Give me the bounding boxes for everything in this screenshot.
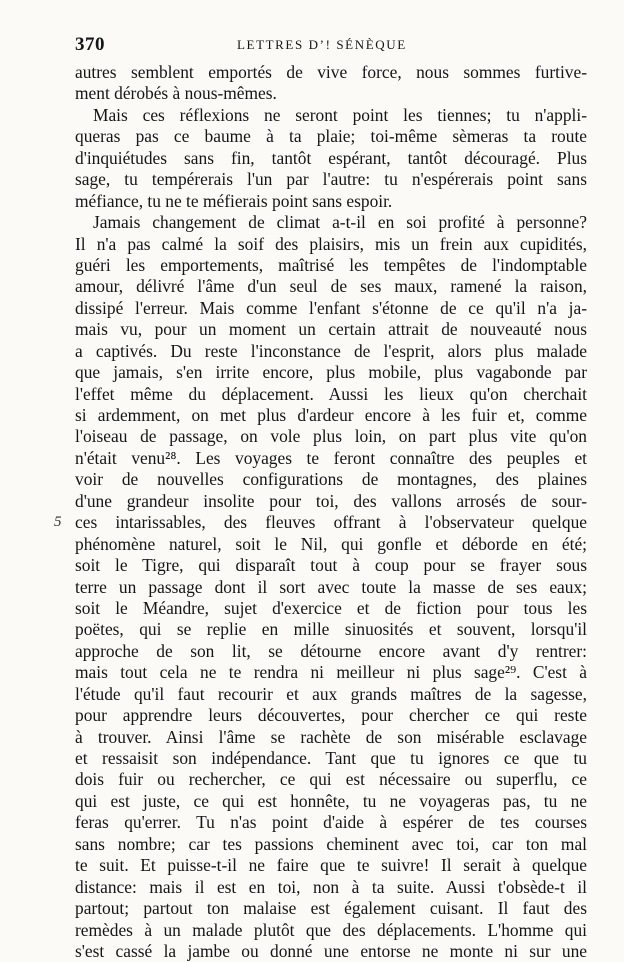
running-title: LETTRES D’! SÉNÈQUE [237, 37, 407, 52]
text-line: remèdes à un malade plutôt que des déplacements. L'homme qui [75, 919, 587, 940]
text-line: et ressaisit son indépendance. Tant que tu ignores ce que tu [75, 748, 587, 768]
text-line: te suit. Et puisse-t-il ne faire que te suivre! Il serait à quelque [75, 855, 587, 876]
text-line: approche de son lit, se détourne encore avant d'y rentrer: [75, 640, 587, 661]
text-line: autres semblent emportés de vive force, nous sommes furtive- [75, 62, 587, 82]
text-line: à trouver. Ainsi l'âme se rachète de son misérable esclavage [75, 726, 587, 747]
text-line: méfiance, tu ne te méfierais point sans espoir. [75, 190, 393, 211]
text-line: poëtes, qui se replie en mille sinuosités et souvent, lorsqu'il [75, 619, 587, 640]
text-line: mais tout cela ne te rendra ni meilleur ni plus sage²⁹. C'est à [75, 662, 587, 683]
text-line: sans nombre; car tes passions cheminent avec toi, car ton mal [75, 833, 587, 854]
text-line: Il n'a pas calmé la soif des plaisirs, mis un frein aux cupidités, [75, 233, 587, 254]
text-line: distance: mais il est en toi, non à ta suite. Aussi t'obsède-t il [75, 876, 587, 897]
text-line: Mais ces réflexions ne seront point les tiennes; tu n'appli- [93, 104, 587, 125]
text-line: pour apprendre leurs découvertes, pour chercher ce qui reste [75, 705, 587, 726]
text-line: queras pas ce baume à ta plaie; toi-même sèmeras ta route [75, 126, 587, 147]
text-line: que jamais, s'en irrite encore, plus mobile, plus vagabonde par [75, 362, 587, 383]
text-line: si ardemment, on met plus d'ardeur encore à les fuir et, comme [75, 405, 587, 425]
text-line: terre un passage dont il sort avec toute la masse de ses eaux; [75, 576, 587, 597]
body-text [75, 62, 587, 962]
page-header [75, 34, 587, 56]
margin-section-number: 5 [54, 514, 62, 530]
text-line: n'était venu²⁸. Les voyages te feront connaître des peuples et [75, 447, 587, 468]
text-line: guéri les emportements, maîtrisé les tempêtes de l'indomptable [75, 254, 587, 275]
text-line: a captivés. Du reste l'inconstance de l'esprit, alors plus malade [75, 340, 587, 361]
text-line: d'une grandeur insolite pour toi, des vallons arrosés de sour- [75, 490, 587, 511]
text-line: mais vu, pour un moment un certain attrait de nouveauté nous [75, 319, 587, 340]
text-line: feras qu'errer. Tu n'as point d'aide à espérer de tes courses [75, 812, 587, 833]
text-line: amour, délivré l'âme d'un seul de ses maux, ramené la raison, [75, 276, 587, 297]
text-line: phénomène naturel, soit le Nil, qui gonfle et déborde en été; [75, 533, 587, 554]
text-line: dissipé l'erreur. Mais comme l'enfant s'étonne de ce qu'il n'a ja- [75, 297, 587, 318]
text-line: ment dérobés à nous-mêmes. [75, 83, 277, 104]
text-line: Jamais changement de climat a-t-il en soi profité à personne? [93, 212, 587, 233]
text-line: l'effet même du déplacement. Aussi les lieux qu'on cherchait [75, 383, 587, 404]
text-line: soit le Tigre, qui disparaît tout à coup pour se frayer sous [75, 555, 587, 576]
text-line: dois fuir ou rechercher, ce qui est nécessaire ou superflu, ce [75, 769, 587, 790]
text-line: l'étude qu'il faut recourir et aux grands maîtres de la sagesse, [75, 683, 587, 704]
text-line: ces intarissables, des fleuves offrant à l'observateur quelque [75, 512, 587, 533]
text-line: d'inquiétudes sans fin, tantôt espérant, tantôt découragé. Plus [75, 147, 587, 168]
text-line: qui est juste, ce qui est honnête, tu ne voyageras pas, tu ne [75, 790, 587, 811]
page-number: 370 [75, 34, 105, 55]
text-line: voir de nouvelles configurations de montagnes, des plaines [75, 469, 587, 490]
text-line: partout; partout ton malaise est également cuisant. Il faut des [75, 898, 587, 919]
text-line: sage, tu tempérerais l'un par l'autre: tu n'espérerais point sans [75, 169, 587, 190]
text-line: soit le Méandre, sujet d'exercice et de fiction pour tous les [75, 597, 587, 618]
text-line: s'est cassé la jambe ou donné une entorse ne monte ni sur une [75, 940, 587, 961]
text-line: l'oiseau de passage, on vole plus loin, on part plus vite qu'on [75, 426, 587, 447]
